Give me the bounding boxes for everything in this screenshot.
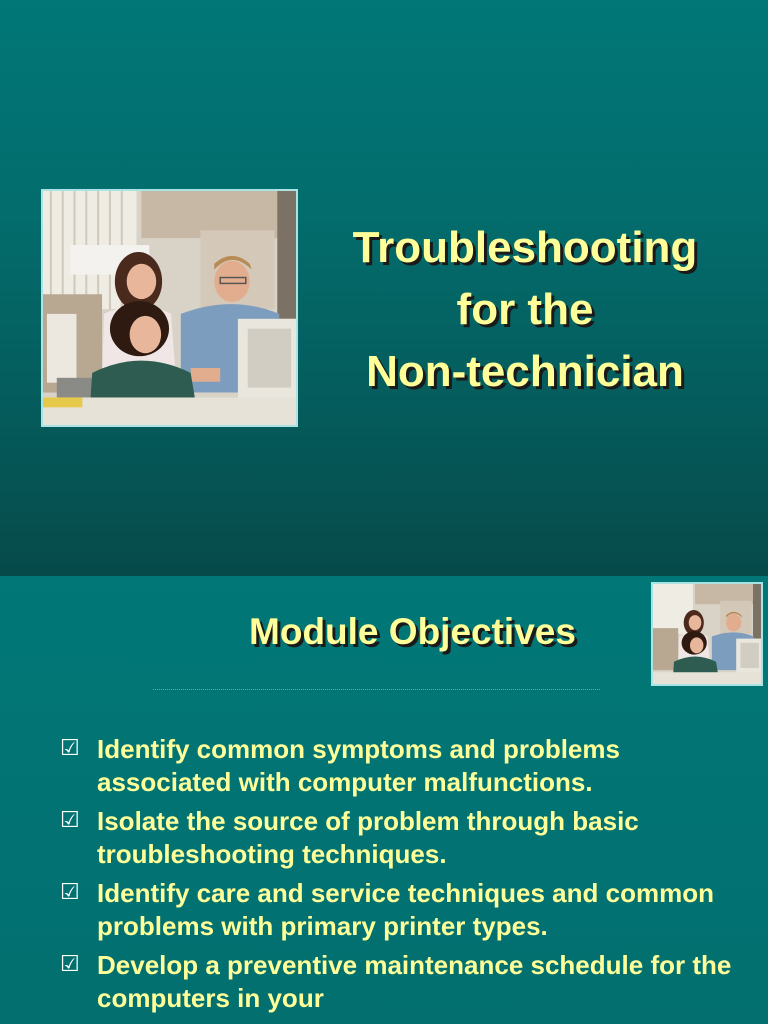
objectives-slide [0, 576, 768, 1024]
objective-text: Identify care and service techniques and common problems with primary printer types. [97, 878, 714, 941]
objective-text: Identify common symptoms and problems associated with computer malfunctions. [97, 734, 620, 797]
checkbox-icon: ☑ [60, 808, 80, 833]
office-team-illustration [43, 191, 296, 425]
checkbox-icon: ☑ [60, 880, 80, 905]
title-line-3: Non-technician [366, 347, 684, 396]
office-team-photo [41, 189, 298, 427]
heading-divider [153, 689, 600, 690]
checkbox-icon: ☑ [60, 736, 80, 761]
list-item [58, 877, 738, 943]
slide-heading: Module Objectives [249, 611, 576, 652]
list-item [58, 949, 738, 1015]
checkbox-icon: ☑ [60, 952, 80, 977]
presentation-title [305, 217, 745, 403]
objective-text: Develop a preventive maintenance schedule for the computers in your [97, 950, 732, 1013]
list-item [58, 805, 738, 871]
title-line-2: for the [456, 285, 594, 334]
objectives-list [58, 733, 738, 1021]
title-line-1: Troubleshooting [352, 223, 698, 272]
list-item [58, 733, 738, 799]
objective-text: Isolate the source of problem through basic troubleshooting techniques. [97, 806, 639, 869]
